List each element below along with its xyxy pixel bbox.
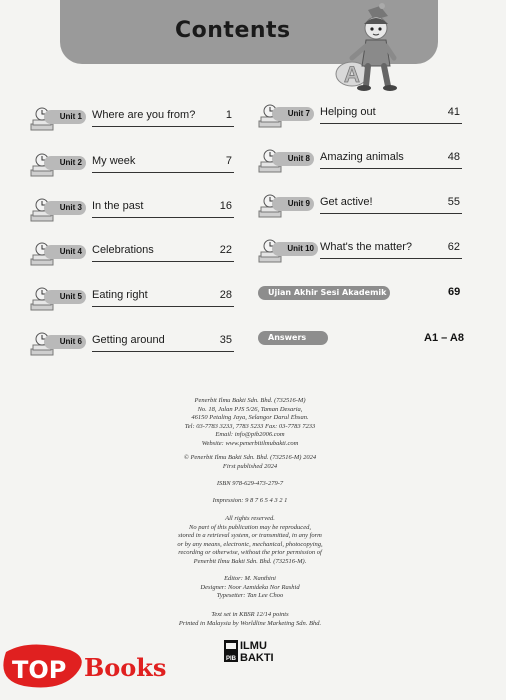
toc-title: What's the matter?: [320, 241, 412, 253]
toc-underline: [320, 213, 462, 214]
answers-page-range: A1 – A8: [424, 332, 464, 344]
toc-title: My week: [92, 155, 136, 167]
toc-page-number: 41: [447, 106, 460, 118]
isbn-text: ISBN 978-629-473-279-7: [216, 480, 284, 487]
toc-item-unit-1[interactable]: [30, 110, 234, 132]
impression-text: Impression: 9 8 7 6 5 4 3 2 1: [212, 497, 288, 504]
toc-underline: [92, 261, 234, 262]
assessment-page-number: 69: [448, 286, 461, 298]
toc-underline: [92, 217, 234, 218]
toc-page-number: 35: [219, 334, 232, 346]
imprint-line: Designer: Noor Azmideka Nor Rashid: [200, 583, 300, 591]
imprint-line: recording or otherwise, without the prior permission of: [178, 549, 322, 557]
watermark-books: Books: [84, 653, 167, 682]
imprint-line: Editor: M. Nanthini: [224, 575, 276, 582]
toc-title: Get active!: [320, 196, 373, 208]
toc-item-unit-10[interactable]: [258, 242, 462, 264]
imprint-line: Penerbit Ilmu Bakti Sdn. Bhd. (732516-M): [194, 397, 306, 404]
toc-item-unit-2[interactable]: [30, 156, 234, 178]
unit-tag: Unit 1: [44, 110, 86, 124]
unit-tag: Unit 10: [272, 242, 318, 256]
toc-page-number: 48: [447, 151, 460, 163]
unit-tag: Unit 7: [272, 107, 314, 121]
logo-ilmu: ILMU: [240, 640, 267, 652]
imprint-line: No. 18, Jalan PJS 5/26, Taman Desaria,: [197, 405, 303, 413]
imprint-line: 46150 Petaling Jaya, Selangor Darul Ehsan.: [191, 414, 309, 422]
toc-item-unit-4[interactable]: [30, 245, 234, 267]
toc-underline: [92, 306, 234, 307]
toc-item-unit-9[interactable]: [258, 197, 462, 219]
publisher-block: [140, 397, 360, 449]
toc-underline: [92, 351, 234, 352]
toc-title: Amazing animals: [320, 151, 404, 163]
imprint-line: All rights reserved.: [225, 515, 275, 522]
toc-title: Getting around: [92, 334, 165, 346]
toc-underline: [92, 172, 234, 173]
toc-page-number: 28: [219, 289, 232, 301]
imprint-line: Email: info@pib2006.com: [215, 431, 285, 439]
copyright-block: [140, 454, 360, 471]
imprint-line: Tel: 03-7783 3233, 7783 5233 Fax: 03-7783 7233: [184, 422, 316, 430]
toc-item-unit-3[interactable]: [30, 201, 234, 223]
toc-page-number: 55: [447, 196, 460, 208]
logo-bakti: BAKTI: [240, 652, 274, 664]
toc-item-unit-5[interactable]: [30, 290, 234, 312]
imprint-line: Text set in KBSR 12/14 points: [211, 611, 289, 618]
credits-block: [140, 575, 360, 601]
svg-text:A: A: [344, 62, 360, 87]
toc-title: Eating right: [92, 289, 148, 301]
toc-title: In the past: [92, 200, 144, 212]
unit-tag: Unit 5: [44, 290, 86, 304]
unit-tag: Unit 2: [44, 156, 86, 170]
toc-underline: [320, 123, 462, 124]
unit-tag: Unit 3: [44, 201, 86, 215]
rights-block: [140, 515, 360, 567]
assessment-pill[interactable]: Ujian Akhir Sesi Akademik: [258, 286, 390, 300]
print-block: [140, 611, 360, 628]
toc-title: Where are you from?: [92, 109, 196, 121]
unit-tag: Unit 8: [272, 152, 314, 166]
toc-title: Celebrations: [92, 244, 154, 256]
toc-item-unit-7[interactable]: [258, 107, 462, 129]
unit-tag: Unit 6: [44, 335, 86, 349]
toc-page-number: 62: [447, 241, 460, 253]
unit-tag: Unit 9: [272, 197, 314, 211]
imprint-line: or by any means, electronic, mechanical, photocopying,: [177, 540, 323, 548]
mascot-illustration: [322, 2, 402, 94]
topbooks-watermark: [0, 640, 190, 700]
watermark-top: TOP: [12, 656, 67, 684]
toc-underline: [92, 126, 234, 127]
imprint-line: Website: www.penerbitilmubakti.com: [201, 439, 299, 447]
page-title: Contents: [175, 18, 291, 43]
imprint-line: © Penerbit Ilmu Bakti Sdn. Bhd. (732516-M) 2024: [183, 454, 317, 461]
toc-page-number: 16: [219, 200, 232, 212]
imprint-line: Printed in Malaysia by Worldline Marketing Sdn. Bhd.: [178, 619, 322, 627]
toc-page-number: 1: [225, 109, 232, 121]
imprint-line: No part of this publication may be reproduced,: [189, 523, 311, 531]
ilmu-bakti-logo: [224, 638, 282, 664]
toc-page-number: 7: [225, 155, 232, 167]
imprint-line: Penerbit Ilmu Bakti Sdn. Bhd. (732516-M).: [193, 557, 307, 565]
toc-underline: [320, 168, 462, 169]
toc-title: Helping out: [320, 106, 376, 118]
toc-underline: [320, 258, 462, 259]
isbn-line: [140, 480, 360, 489]
toc-item-unit-6[interactable]: [30, 335, 234, 357]
imprint-line: Typesetter: Tan Lee Choo: [216, 592, 284, 600]
unit-tag: Unit 4: [44, 245, 86, 259]
toc-item-unit-8[interactable]: [258, 152, 462, 174]
logo-pib: PIB: [225, 656, 237, 662]
answers-pill[interactable]: Answers: [258, 331, 328, 345]
toc-page-number: 22: [219, 244, 232, 256]
impression-line: [140, 497, 360, 506]
imprint-line: First published 2024: [222, 462, 278, 470]
imprint-line: stored in a retrieval system, or transmitted, in any form: [178, 532, 322, 540]
